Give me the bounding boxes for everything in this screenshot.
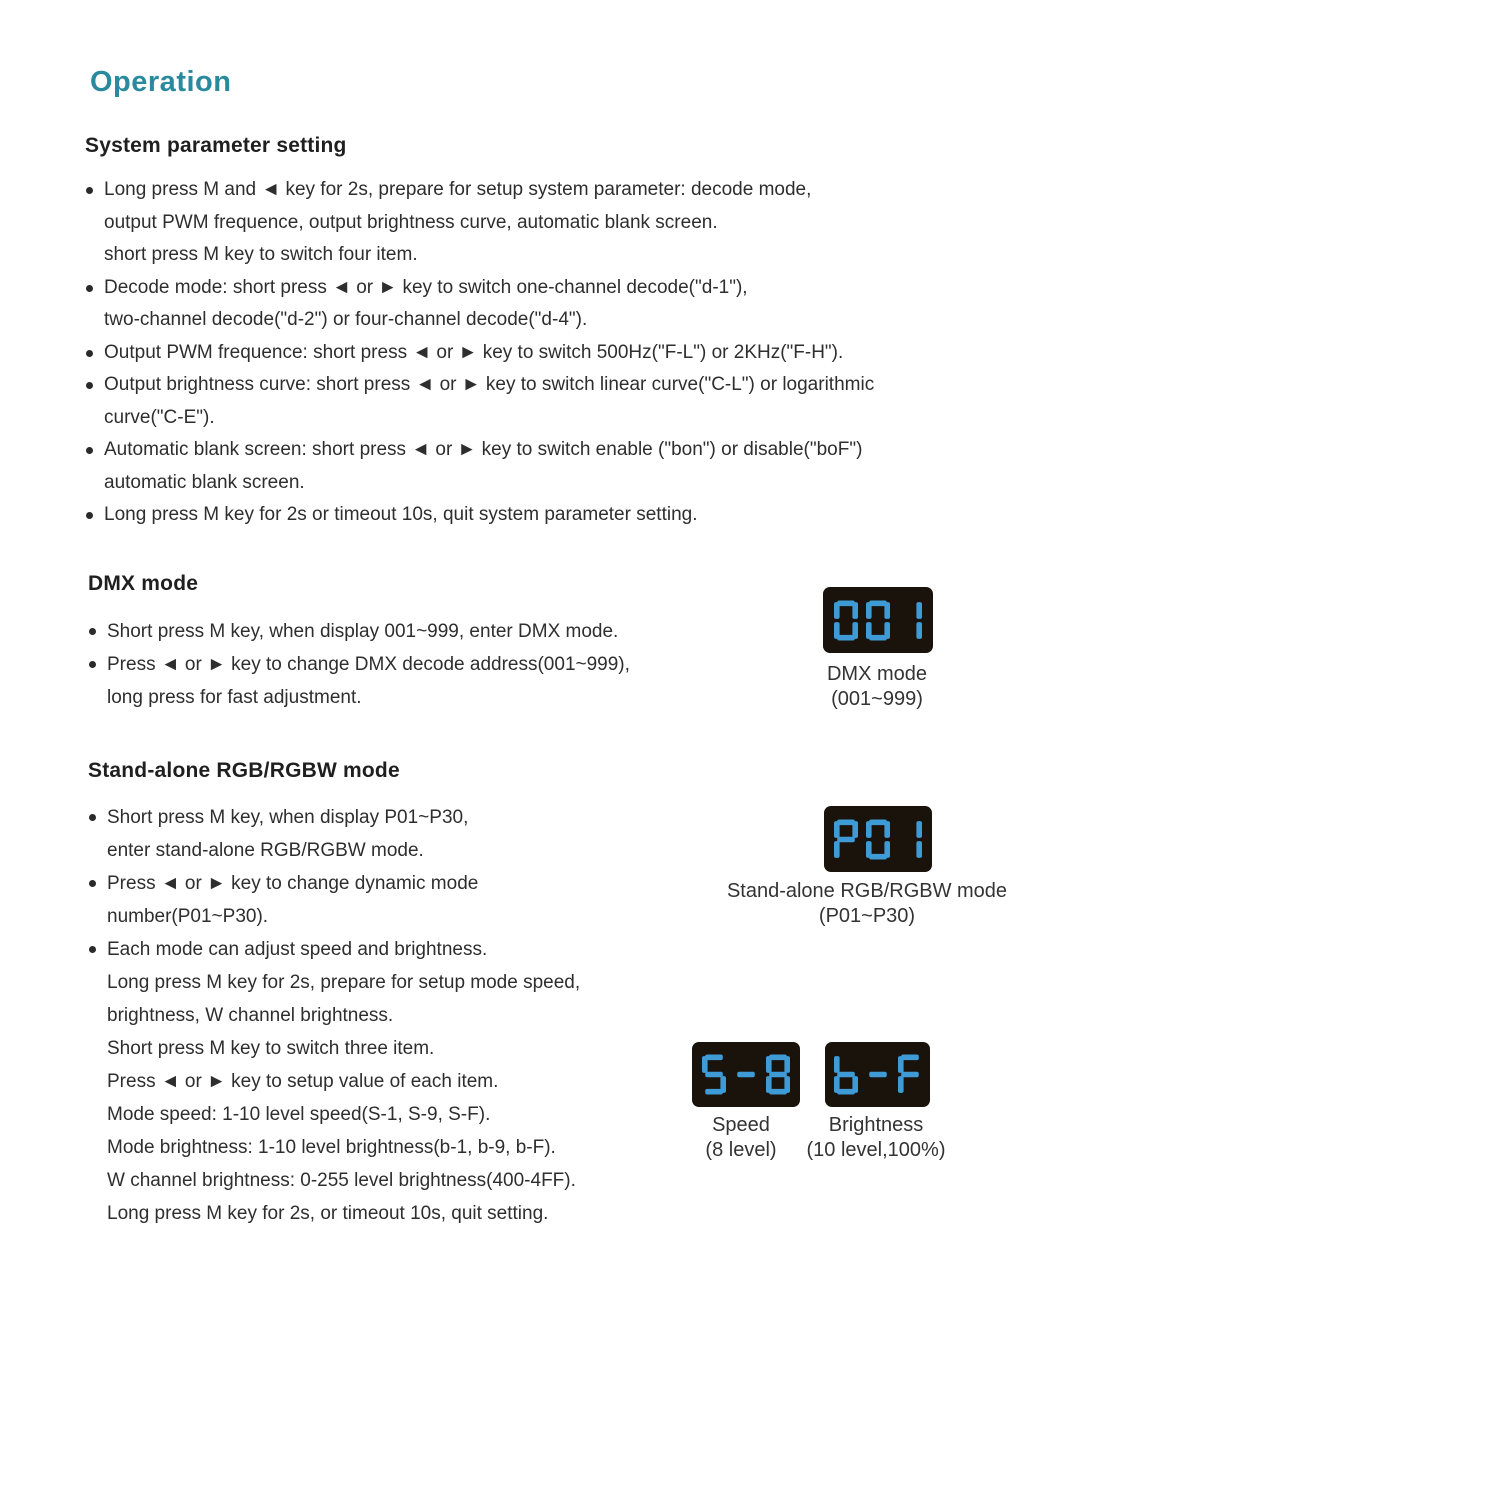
caption-line: Speed	[712, 1114, 770, 1136]
text-line: Long press M and ◄ key for 2s, prepare for setup system parameter: decode mode,	[85, 174, 985, 207]
seven-segment-digit	[834, 597, 858, 644]
seven-segment-digit	[866, 816, 890, 863]
text-line: Long press M key for 2s, or timeout 10s, quit setting.	[107, 1203, 549, 1224]
text-line: enter stand-alone RGB/RGBW mode.	[107, 840, 424, 861]
bullet-icon	[89, 814, 96, 821]
bullet-icon	[86, 285, 93, 292]
caption-line: DMX mode	[826, 663, 928, 685]
seven-segment-digit	[834, 816, 858, 863]
seven-segment-digit	[866, 1051, 890, 1098]
text-line: curve("C-E").	[104, 406, 215, 428]
standalone-mode-text-block	[88, 801, 728, 1230]
text-line: Output PWM frequence: short press ◄ or ► key to switch 500Hz("F-L") or 2KHz("F-H").	[85, 337, 985, 370]
standalone-led-display	[824, 806, 932, 872]
text-line: output PWM frequence, output brightness curve, automatic blank screen.	[104, 211, 718, 233]
text-line: Short press M key to switch three item.	[107, 1038, 435, 1059]
text-line: brightness, W channel brightness.	[107, 1005, 394, 1026]
bullet-icon	[89, 880, 96, 887]
text-line: Long press M key for 2s or timeout 10s, quit system parameter setting.	[85, 499, 985, 532]
seven-segment-digit	[898, 597, 922, 644]
dmx-mode-text-block	[88, 615, 788, 714]
seven-segment-digit	[734, 1051, 758, 1098]
text-line: Short press M key, when display 001~999, enter DMX mode.	[88, 615, 788, 648]
bullet-icon	[86, 447, 93, 454]
dmx-display-caption	[727, 662, 1027, 711]
caption-line: (001~999)	[831, 687, 923, 710]
text-line: Mode speed: 1-10 level speed(S-1, S-9, S-F).	[107, 1104, 491, 1125]
text-line: automatic blank screen.	[104, 471, 305, 493]
text-line: two-channel decode("d-2") or four-channel decode("d-4").	[104, 309, 588, 330]
text-line: Automatic blank screen: short press ◄ or ► key to switch enable ("bon") or disable("boF")	[85, 434, 985, 467]
system-parameter-text-block	[85, 174, 985, 532]
bullet-icon	[89, 661, 96, 668]
text-line: W channel brightness: 0-255 level brightness(400-4FF).	[107, 1170, 576, 1191]
text-line: number(P01~P30).	[107, 906, 269, 927]
speed-led-display	[692, 1042, 800, 1107]
bullet-icon	[86, 382, 93, 389]
caption-line: Stand-alone RGB/RGBW mode	[726, 880, 1008, 902]
bullet-icon	[86, 187, 93, 194]
seven-segment-digit	[866, 597, 890, 644]
text-line: Press ◄ or ► key to setup value of each item.	[107, 1071, 499, 1092]
text-line: Press ◄ or ► key to change DMX decode address(001~999),	[88, 648, 788, 681]
seven-segment-digit	[834, 1051, 858, 1098]
section-heading-standalone-mode: Stand-alone RGB/RGBW mode	[88, 759, 400, 782]
text-line: Press ◄ or ► key to change dynamic mode	[88, 867, 728, 900]
caption-line: (P01~P30)	[818, 904, 916, 927]
caption-line: (8 level)	[705, 1138, 777, 1161]
text-line: Each mode can adjust speed and brightness.	[88, 933, 728, 966]
page-title: Operation	[90, 66, 232, 98]
section-heading-system-parameter-setting: System parameter setting	[85, 134, 347, 157]
brightness-led-display	[825, 1042, 930, 1107]
seven-segment-digit	[898, 816, 922, 863]
text-line: Decode mode: short press ◄ or ► key to switch one-channel decode("d-1"),	[85, 272, 985, 305]
seven-segment-digit	[898, 1051, 922, 1098]
dmx-led-display	[823, 587, 933, 653]
caption-line: Brightness	[828, 1114, 924, 1136]
bullet-icon	[89, 946, 96, 953]
text-line: Long press M key for 2s, prepare for setup mode speed,	[107, 972, 581, 993]
bullet-icon	[89, 628, 96, 635]
caption-line: (10 level,100%)	[806, 1138, 946, 1161]
text-line: Output brightness curve: short press ◄ or ► key to switch linear curve("C-L") or logarithmic	[85, 369, 985, 402]
text-line: Mode brightness: 1-10 level brightness(b-1, b-9, b-F).	[107, 1137, 556, 1158]
text-line: Short press M key, when display P01~P30,	[88, 801, 728, 834]
seven-segment-digit	[702, 1051, 726, 1098]
bullet-icon	[86, 512, 93, 519]
text-line: short press M key to switch four item.	[104, 244, 418, 265]
standalone-display-caption	[667, 879, 1067, 928]
seven-segment-digit	[766, 1051, 790, 1098]
brightness-display-caption	[776, 1113, 976, 1162]
section-heading-dmx-mode: DMX mode	[88, 572, 199, 595]
bullet-icon	[86, 350, 93, 357]
text-line: long press for fast adjustment.	[107, 687, 362, 708]
